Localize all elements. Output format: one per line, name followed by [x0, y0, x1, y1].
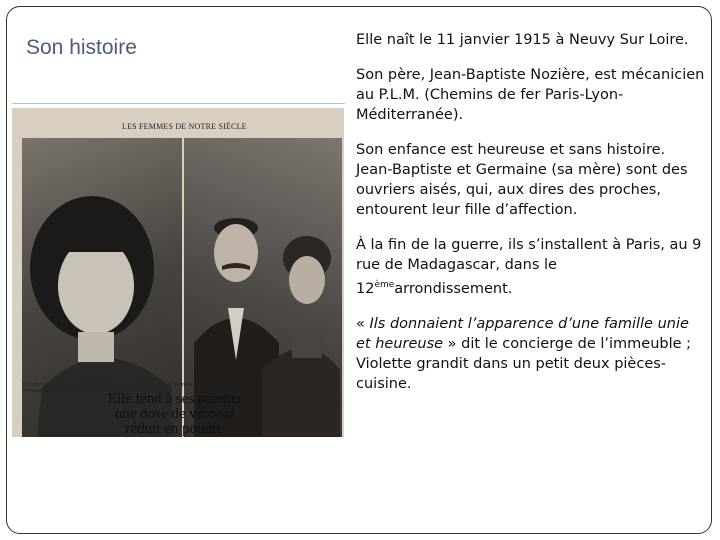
paragraph-quote: [356, 314, 706, 394]
quote-italic: Ils donnaient l’apparence d’une famille unie et heureuse: [356, 316, 689, 352]
newspaper-photo: [12, 108, 344, 437]
photo-header: LES FEMMES DE NOTRE SIÈCLE: [122, 122, 247, 131]
slide-title: Son histoire: [26, 36, 137, 59]
superscript-eme: ème: [374, 280, 395, 290]
quote-open: «: [356, 316, 370, 332]
story-text: [356, 30, 706, 409]
title-divider: [12, 103, 345, 104]
photo-caption: Violette à l'époque où, jeune fille encore sage, elle connaissait, sa mère lyonnaise et Baptiste, le père et ses parents, Baptiste et Germaine.: [22, 382, 325, 394]
newspaper-headline: Elle tend à ses parents une dose de véronal réduit en poudre: [107, 391, 242, 437]
paragraph-move-text: À la fin de la guerre, ils s’installent à Paris, au 9 rue de Madagascar, dans le 12: [356, 237, 702, 297]
quote-rest: » dit le concierge de l’immeuble ; Violette grandit dans un petit deux pièces-cuisine.: [356, 336, 692, 392]
paragraph-birth: Elle naît le 11 janvier 1915 à Neuvy Sur Loire.: [356, 32, 689, 48]
paragraph-father: Son père, Jean-Baptiste Nozière, est mécanicien au P.L.M. (Chemins de fer Paris-Lyon-Méditerranée).: [356, 67, 705, 123]
paragraph-move-paris: [356, 235, 706, 299]
paragraph-move-text-end: arrondissement.: [394, 281, 513, 297]
paragraph-childhood: Son enfance est heureuse et sans histoire. Jean-Baptiste et Germaine (sa mère) sont des ouvriers aisés, qui, aux dires des proches, entourent leur fille d’affection.: [356, 142, 688, 218]
